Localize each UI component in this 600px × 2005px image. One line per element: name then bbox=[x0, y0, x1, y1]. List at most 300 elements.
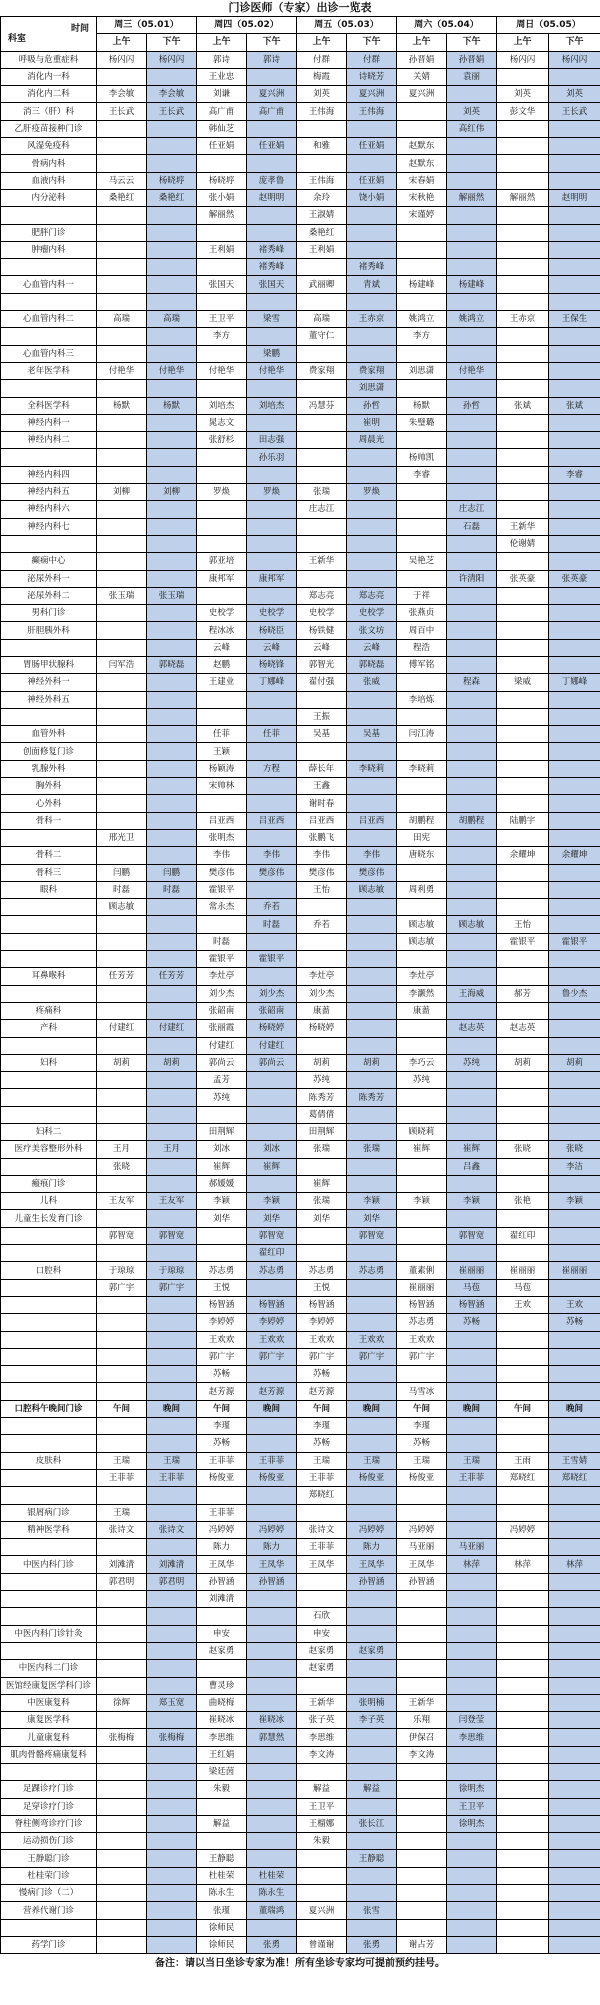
pm-doctor-cell bbox=[549, 535, 600, 552]
am-doctor-cell: 杨俊亚 bbox=[197, 1469, 247, 1486]
schedule-row bbox=[1, 207, 600, 224]
am-doctor-cell bbox=[497, 1919, 549, 1936]
dept-label: 科室 bbox=[8, 33, 27, 44]
am-doctor-cell: 刘思潇 bbox=[397, 362, 447, 379]
am-doctor-cell: 刘英 bbox=[497, 86, 549, 103]
pm-doctor-cell bbox=[347, 1020, 397, 1037]
pm-doctor-cell bbox=[347, 1660, 397, 1677]
schedule-row bbox=[1, 674, 600, 691]
pm-doctor-cell: 赵志英 bbox=[447, 1020, 497, 1037]
am-doctor-cell: 王利娟 bbox=[297, 241, 347, 258]
am-doctor-cell bbox=[497, 328, 549, 345]
am-doctor-cell: 冯婷婷 bbox=[497, 1521, 549, 1538]
department-name bbox=[1, 1227, 97, 1244]
am-doctor-cell bbox=[397, 241, 447, 258]
pm-doctor-cell bbox=[147, 1660, 197, 1677]
schedule-row bbox=[1, 1936, 600, 1953]
am-doctor-cell bbox=[397, 1245, 447, 1262]
pm-doctor-cell: 李颖 bbox=[447, 1193, 497, 1210]
am-doctor-cell bbox=[97, 1660, 147, 1677]
department-name bbox=[1, 899, 97, 916]
am-doctor-cell: 王悦 bbox=[297, 1279, 347, 1296]
am-doctor-cell: 王欢欢 bbox=[297, 1331, 347, 1348]
footer-note: 备注：请以当日坐诊专家为准！所有坐诊专家均可提前预约挂号。 bbox=[155, 1958, 445, 1970]
am-doctor-cell: 宋谨婷 bbox=[397, 207, 447, 224]
pm-doctor-cell bbox=[549, 1348, 600, 1365]
am-doctor-cell: 任芳芳 bbox=[97, 968, 147, 985]
am-doctor-cell: 伦谢婧 bbox=[497, 535, 549, 552]
am-doctor-cell bbox=[97, 241, 147, 258]
table-body bbox=[1, 17, 600, 1954]
pm-doctor-cell: 陈秀芳 bbox=[347, 1089, 397, 1106]
am-doctor-cell: 王颖 bbox=[197, 743, 247, 760]
schedule-row bbox=[1, 293, 600, 310]
am-doctor-cell bbox=[97, 1608, 147, 1625]
pm-doctor-cell: 郑志亮 bbox=[347, 587, 397, 604]
department-name: 神经内科六 bbox=[1, 501, 97, 518]
am-doctor-cell bbox=[97, 1037, 147, 1054]
pm-doctor-cell bbox=[147, 778, 197, 795]
pm-doctor-cell bbox=[347, 155, 397, 172]
pm-doctor-cell bbox=[247, 968, 297, 985]
pm-doctor-cell bbox=[147, 68, 197, 85]
am-doctor-cell bbox=[97, 1798, 147, 1815]
am-doctor-cell: 马雪冰 bbox=[397, 1383, 447, 1400]
am-doctor-cell: 王振 bbox=[297, 708, 347, 725]
am-doctor-cell bbox=[97, 501, 147, 518]
department-name: 中医康复科 bbox=[1, 1694, 97, 1711]
pm-doctor-cell bbox=[549, 1124, 600, 1141]
pm-doctor-cell: 苏志勇 bbox=[247, 1262, 297, 1279]
am-doctor-cell bbox=[397, 1902, 447, 1919]
pm-doctor-cell bbox=[549, 656, 600, 673]
pm-doctor-cell bbox=[147, 1781, 197, 1798]
pm-doctor-cell: 杨闪闪 bbox=[549, 51, 600, 68]
am-doctor-cell: 张韶南 bbox=[197, 1002, 247, 1019]
pm-doctor-cell: 闫鹏 bbox=[147, 864, 197, 881]
pm-doctor-cell bbox=[247, 1833, 297, 1850]
pm-doctor-cell bbox=[147, 1504, 197, 1521]
pm-doctor-cell: 王保生 bbox=[549, 311, 600, 328]
pm-doctor-cell bbox=[447, 1124, 497, 1141]
department-name bbox=[1, 1383, 97, 1400]
schedule-row bbox=[1, 241, 600, 258]
department-name: 全科医学科 bbox=[1, 397, 97, 414]
am-doctor-cell bbox=[97, 1936, 147, 1953]
am-doctor-cell bbox=[497, 484, 549, 501]
am-doctor-cell bbox=[497, 1002, 549, 1019]
pm-doctor-cell bbox=[347, 1418, 397, 1435]
am-doctor-cell: 夏兴洲 bbox=[297, 1902, 347, 1919]
am-doctor-cell bbox=[97, 1331, 147, 1348]
am-doctor-cell: 吕亚西 bbox=[197, 812, 247, 829]
am-doctor-cell: 王赤京 bbox=[497, 311, 549, 328]
department-name bbox=[1, 1348, 97, 1365]
am-doctor-cell bbox=[397, 120, 447, 137]
pm-doctor-cell: 崔晓冰 bbox=[247, 1712, 297, 1729]
schedule-row bbox=[1, 1193, 600, 1210]
department-name bbox=[1, 1591, 97, 1608]
pm-header: 下午 bbox=[447, 34, 497, 51]
pm-doctor-cell: 孙乐羽 bbox=[247, 449, 297, 466]
am-doctor-cell bbox=[497, 622, 549, 639]
department-name: 中医内科门诊针灸 bbox=[1, 1625, 97, 1642]
department-name: 药学门诊 bbox=[1, 1936, 97, 1953]
am-doctor-cell: 王伟海 bbox=[297, 172, 347, 189]
pm-doctor-cell bbox=[247, 224, 297, 241]
am-header: 上午 bbox=[497, 34, 549, 51]
am-doctor-cell bbox=[497, 293, 549, 310]
pm-doctor-cell bbox=[147, 553, 197, 570]
am-doctor-cell bbox=[497, 1089, 549, 1106]
schedule-row bbox=[1, 587, 600, 604]
am-doctor-cell bbox=[197, 1833, 247, 1850]
pm-doctor-cell bbox=[549, 293, 600, 310]
schedule-row bbox=[1, 656, 600, 673]
pm-doctor-cell: 张明楠 bbox=[347, 1694, 397, 1711]
schedule-row bbox=[1, 743, 600, 760]
department-name bbox=[1, 1435, 97, 1452]
pm-doctor-cell bbox=[549, 414, 600, 431]
schedule-row bbox=[1, 1072, 600, 1089]
am-doctor-cell: 宋秋艳 bbox=[397, 189, 447, 206]
pm-doctor-cell bbox=[247, 1487, 297, 1504]
am-doctor-cell bbox=[497, 829, 549, 846]
pm-doctor-cell bbox=[147, 622, 197, 639]
am-doctor-cell bbox=[97, 345, 147, 362]
pm-doctor-cell bbox=[447, 1331, 497, 1348]
pm-doctor-cell: 徐明杰 bbox=[447, 1781, 497, 1798]
pm-doctor-cell bbox=[247, 1798, 297, 1815]
am-doctor-cell: 杨默 bbox=[397, 397, 447, 414]
pm-doctor-cell bbox=[247, 1781, 297, 1798]
am-doctor-cell bbox=[497, 726, 549, 743]
schedule-row bbox=[1, 484, 600, 501]
am-doctor-cell bbox=[297, 259, 347, 276]
pm-doctor-cell bbox=[247, 501, 297, 518]
am-doctor-cell bbox=[497, 1815, 549, 1832]
pm-doctor-cell: 方程 bbox=[247, 760, 297, 777]
pm-doctor-cell: 付艳华 bbox=[447, 362, 497, 379]
pm-header: 下午 bbox=[247, 34, 297, 51]
pm-doctor-cell: 崔丽丽 bbox=[447, 1262, 497, 1279]
pm-doctor-cell bbox=[447, 656, 497, 673]
pm-doctor-cell bbox=[549, 726, 600, 743]
schedule-row bbox=[1, 380, 600, 397]
pm-doctor-cell: 许清阳 bbox=[447, 570, 497, 587]
pm-doctor-cell bbox=[447, 708, 497, 725]
pm-doctor-cell bbox=[347, 1279, 397, 1296]
am-doctor-cell bbox=[397, 1591, 447, 1608]
department-name bbox=[1, 207, 97, 224]
am-doctor-cell bbox=[197, 501, 247, 518]
pm-doctor-cell: 于琼琼 bbox=[147, 1262, 197, 1279]
am-doctor-cell: 杨俊亚 bbox=[397, 1469, 447, 1486]
pm-doctor-cell bbox=[549, 899, 600, 916]
pm-doctor-cell: 张梅梅 bbox=[147, 1729, 197, 1746]
am-doctor-cell: 郭亚培 bbox=[197, 553, 247, 570]
am-doctor-cell: 马苞 bbox=[497, 1279, 549, 1296]
pm-doctor-cell bbox=[447, 1072, 497, 1089]
am-doctor-cell bbox=[397, 1798, 447, 1815]
pm-doctor-cell bbox=[147, 466, 197, 483]
am-doctor-cell: 康蔷 bbox=[297, 1002, 347, 1019]
schedule-row bbox=[1, 1556, 600, 1573]
pm-doctor-cell: 史校学 bbox=[347, 605, 397, 622]
pm-doctor-cell bbox=[549, 1435, 600, 1452]
pm-doctor-cell: 张瑞 bbox=[347, 1141, 397, 1158]
schedule-row bbox=[1, 1245, 600, 1262]
department-name bbox=[1, 1919, 97, 1936]
pm-doctor-cell bbox=[549, 968, 600, 985]
am-doctor-cell bbox=[97, 155, 147, 172]
am-doctor-cell: 任亚娟 bbox=[197, 138, 247, 155]
am-doctor-cell bbox=[497, 1763, 549, 1780]
department-name bbox=[1, 380, 97, 397]
department-name: 血管外科 bbox=[1, 726, 97, 743]
am-doctor-cell bbox=[97, 760, 147, 777]
am-doctor-cell: 苏畅 bbox=[197, 1366, 247, 1383]
am-doctor-cell: 午间 bbox=[97, 1400, 147, 1417]
pm-doctor-cell bbox=[347, 1487, 397, 1504]
am-doctor-cell: 李睿 bbox=[397, 466, 447, 483]
am-doctor-cell: 付群 bbox=[297, 51, 347, 68]
pm-doctor-cell: 郭尚云 bbox=[247, 1054, 297, 1071]
pm-doctor-cell: 罗焕 bbox=[247, 484, 297, 501]
am-doctor-cell bbox=[397, 708, 447, 725]
am-doctor-cell bbox=[97, 207, 147, 224]
department-name bbox=[1, 1642, 97, 1659]
am-doctor-cell bbox=[397, 224, 447, 241]
am-doctor-cell: 唐晓东 bbox=[397, 847, 447, 864]
pm-doctor-cell bbox=[147, 1798, 197, 1815]
pm-doctor-cell: 付建红 bbox=[247, 1037, 297, 1054]
pm-doctor-cell: 付艳华 bbox=[247, 362, 297, 379]
time-label: 时间 bbox=[70, 23, 89, 34]
am-doctor-cell: 张鹏飞 bbox=[297, 829, 347, 846]
schedule-row bbox=[1, 708, 600, 725]
am-doctor-cell bbox=[97, 1642, 147, 1659]
pm-doctor-cell: 李洁 bbox=[549, 1158, 600, 1175]
corner-header bbox=[1, 17, 97, 52]
am-doctor-cell: 崔辉 bbox=[397, 1141, 447, 1158]
am-doctor-cell: 彭文华 bbox=[497, 103, 549, 120]
am-doctor-cell bbox=[197, 380, 247, 397]
am-doctor-cell bbox=[497, 449, 549, 466]
am-doctor-cell bbox=[497, 1642, 549, 1659]
pm-doctor-cell bbox=[147, 1418, 197, 1435]
pm-doctor-cell bbox=[347, 1314, 397, 1331]
am-doctor-cell bbox=[97, 933, 147, 950]
am-doctor-cell bbox=[297, 951, 347, 968]
pm-doctor-cell bbox=[549, 1729, 600, 1746]
am-doctor-cell: 孙晋娟 bbox=[397, 51, 447, 68]
am-doctor-cell bbox=[197, 1227, 247, 1244]
am-doctor-cell bbox=[97, 1677, 147, 1694]
am-doctor-cell: 苏纯 bbox=[197, 1089, 247, 1106]
am-doctor-cell: 王瑞 bbox=[97, 1452, 147, 1469]
pm-doctor-cell bbox=[347, 968, 397, 985]
pm-doctor-cell: 罗焕 bbox=[347, 484, 397, 501]
pm-doctor-cell: 赵家勇 bbox=[347, 1642, 397, 1659]
schedule-row bbox=[1, 1469, 600, 1486]
day-header: 周四（05.02） bbox=[197, 17, 297, 34]
am-doctor-cell bbox=[97, 535, 147, 552]
pm-doctor-cell bbox=[147, 1642, 197, 1659]
pm-doctor-cell bbox=[147, 899, 197, 916]
pm-doctor-cell bbox=[247, 587, 297, 604]
schedule-row bbox=[1, 1781, 600, 1798]
pm-doctor-cell bbox=[247, 1418, 297, 1435]
am-doctor-cell: 张瑞 bbox=[297, 1193, 347, 1210]
am-doctor-cell bbox=[497, 1331, 549, 1348]
am-doctor-cell: 苏畅 bbox=[297, 1435, 347, 1452]
am-doctor-cell bbox=[197, 1106, 247, 1123]
schedule-row bbox=[1, 1487, 600, 1504]
am-doctor-cell: 杨闪闪 bbox=[497, 51, 549, 68]
am-doctor-cell bbox=[97, 605, 147, 622]
pm-doctor-cell: 桑艳红 bbox=[147, 189, 197, 206]
pm-doctor-cell bbox=[447, 380, 497, 397]
pm-doctor-cell: 李婷婷 bbox=[247, 1314, 297, 1331]
am-doctor-cell: 刘培杰 bbox=[197, 397, 247, 414]
department-name: 儿科 bbox=[1, 1193, 97, 1210]
pm-doctor-cell bbox=[147, 1608, 197, 1625]
pm-doctor-cell: 刘华 bbox=[247, 1210, 297, 1227]
pm-doctor-cell bbox=[147, 1245, 197, 1262]
pm-doctor-cell bbox=[549, 1072, 600, 1089]
pm-doctor-cell bbox=[447, 1642, 497, 1659]
am-doctor-cell: 王凤华 bbox=[197, 1556, 247, 1573]
am-doctor-cell bbox=[97, 1383, 147, 1400]
pm-doctor-cell: 王雪婧 bbox=[549, 1452, 600, 1469]
pm-doctor-cell bbox=[549, 224, 600, 241]
schedule-row bbox=[1, 1175, 600, 1192]
pm-doctor-cell: 刘少杰 bbox=[247, 985, 297, 1002]
am-doctor-cell: 薛长年 bbox=[297, 760, 347, 777]
pm-doctor-cell bbox=[447, 1694, 497, 1711]
day-header: 周日（05.05） bbox=[497, 17, 600, 34]
pm-doctor-cell bbox=[447, 864, 497, 881]
am-doctor-cell: 冯慧芬 bbox=[297, 397, 347, 414]
pm-doctor-cell: 刘英 bbox=[549, 86, 600, 103]
schedule-row bbox=[1, 1712, 600, 1729]
department-name: 心血管内科三 bbox=[1, 345, 97, 362]
am-doctor-cell bbox=[497, 1729, 549, 1746]
pm-doctor-cell bbox=[447, 328, 497, 345]
department-name bbox=[1, 1366, 97, 1383]
am-doctor-cell: 冯婷婷 bbox=[197, 1521, 247, 1538]
am-doctor-cell bbox=[497, 362, 549, 379]
pm-doctor-cell: 樊彦伟 bbox=[347, 864, 397, 881]
pm-doctor-cell bbox=[549, 587, 600, 604]
day-header: 周六（05.04） bbox=[397, 17, 497, 34]
pm-doctor-cell bbox=[247, 1850, 297, 1867]
pm-doctor-cell: 杜桂荣 bbox=[247, 1867, 297, 1884]
am-doctor-cell: 王静聪 bbox=[197, 1850, 247, 1867]
pm-doctor-cell: 晚间 bbox=[147, 1400, 197, 1417]
pm-doctor-cell: 胡莉 bbox=[147, 1054, 197, 1071]
am-doctor-cell: 李婷婷 bbox=[297, 1314, 347, 1331]
pm-doctor-cell bbox=[447, 138, 497, 155]
am-doctor-cell: 吴基 bbox=[297, 726, 347, 743]
am-doctor-cell: 张诗文 bbox=[97, 1521, 147, 1538]
am-doctor-cell: 郝媛媛 bbox=[197, 1175, 247, 1192]
pm-doctor-cell bbox=[147, 812, 197, 829]
pm-doctor-cell: 孙哲 bbox=[347, 397, 397, 414]
am-doctor-cell: 刘冰 bbox=[197, 1141, 247, 1158]
am-doctor-cell: 程浩 bbox=[397, 639, 447, 656]
schedule-row bbox=[1, 951, 600, 968]
am-doctor-cell bbox=[497, 1210, 549, 1227]
pm-doctor-cell bbox=[549, 1936, 600, 1953]
am-doctor-cell bbox=[297, 570, 347, 587]
pm-doctor-cell: 苏畅 bbox=[549, 1314, 600, 1331]
am-doctor-cell: 胡莉 bbox=[297, 1054, 347, 1071]
am-doctor-cell bbox=[97, 414, 147, 431]
schedule-row bbox=[1, 829, 600, 846]
pm-header: 下午 bbox=[549, 34, 600, 51]
pm-doctor-cell bbox=[147, 1072, 197, 1089]
day-header: 周三（05.01） bbox=[97, 17, 197, 34]
pm-doctor-cell bbox=[549, 1521, 600, 1538]
pm-doctor-cell: 王瑞 bbox=[147, 1452, 197, 1469]
department-name bbox=[1, 328, 97, 345]
am-doctor-cell: 杨晓婷 bbox=[297, 1020, 347, 1037]
am-doctor-cell: 胡莉 bbox=[497, 1054, 549, 1071]
pm-doctor-cell bbox=[447, 241, 497, 258]
am-doctor-cell: 李晓莉 bbox=[397, 760, 447, 777]
department-name bbox=[1, 259, 97, 276]
department-name: 妇科二 bbox=[1, 1124, 97, 1141]
department-name: 神经内科五 bbox=[1, 484, 97, 501]
am-doctor-cell bbox=[297, 449, 347, 466]
pm-doctor-cell: 任亚娟 bbox=[247, 138, 297, 155]
am-doctor-cell bbox=[197, 1487, 247, 1504]
pm-doctor-cell bbox=[247, 795, 297, 812]
pm-doctor-cell bbox=[147, 1591, 197, 1608]
pm-doctor-cell bbox=[147, 743, 197, 760]
pm-doctor-cell bbox=[147, 1746, 197, 1763]
pm-doctor-cell bbox=[347, 985, 397, 1002]
am-doctor-cell bbox=[97, 1366, 147, 1383]
am-doctor-cell: 常永杰 bbox=[197, 899, 247, 916]
am-doctor-cell bbox=[297, 1245, 347, 1262]
am-doctor-cell bbox=[497, 1245, 549, 1262]
am-doctor-cell bbox=[97, 224, 147, 241]
department-name: 胃肠甲状腺科 bbox=[1, 656, 97, 673]
am-doctor-cell bbox=[397, 1158, 447, 1175]
pm-doctor-cell bbox=[247, 1642, 297, 1659]
pm-doctor-cell: 杨晓婷 bbox=[247, 1020, 297, 1037]
department-name: 创面修复门诊 bbox=[1, 743, 97, 760]
schedule-row bbox=[1, 328, 600, 345]
pm-doctor-cell: 余耀坤 bbox=[549, 847, 600, 864]
pm-doctor-cell: 石磊 bbox=[447, 518, 497, 535]
am-doctor-cell bbox=[397, 293, 447, 310]
am-doctor-cell: 吕亚西 bbox=[297, 812, 347, 829]
pm-doctor-cell bbox=[549, 1037, 600, 1054]
department-name: 妇科 bbox=[1, 1054, 97, 1071]
pm-doctor-cell: 张威 bbox=[347, 674, 397, 691]
department-name bbox=[1, 1245, 97, 1262]
pm-doctor-cell bbox=[347, 1002, 397, 1019]
am-doctor-cell: 解益 bbox=[297, 1781, 347, 1798]
am-doctor-cell bbox=[497, 1660, 549, 1677]
pm-doctor-cell bbox=[549, 778, 600, 795]
schedule-row bbox=[1, 1418, 600, 1435]
schedule-row bbox=[1, 639, 600, 656]
